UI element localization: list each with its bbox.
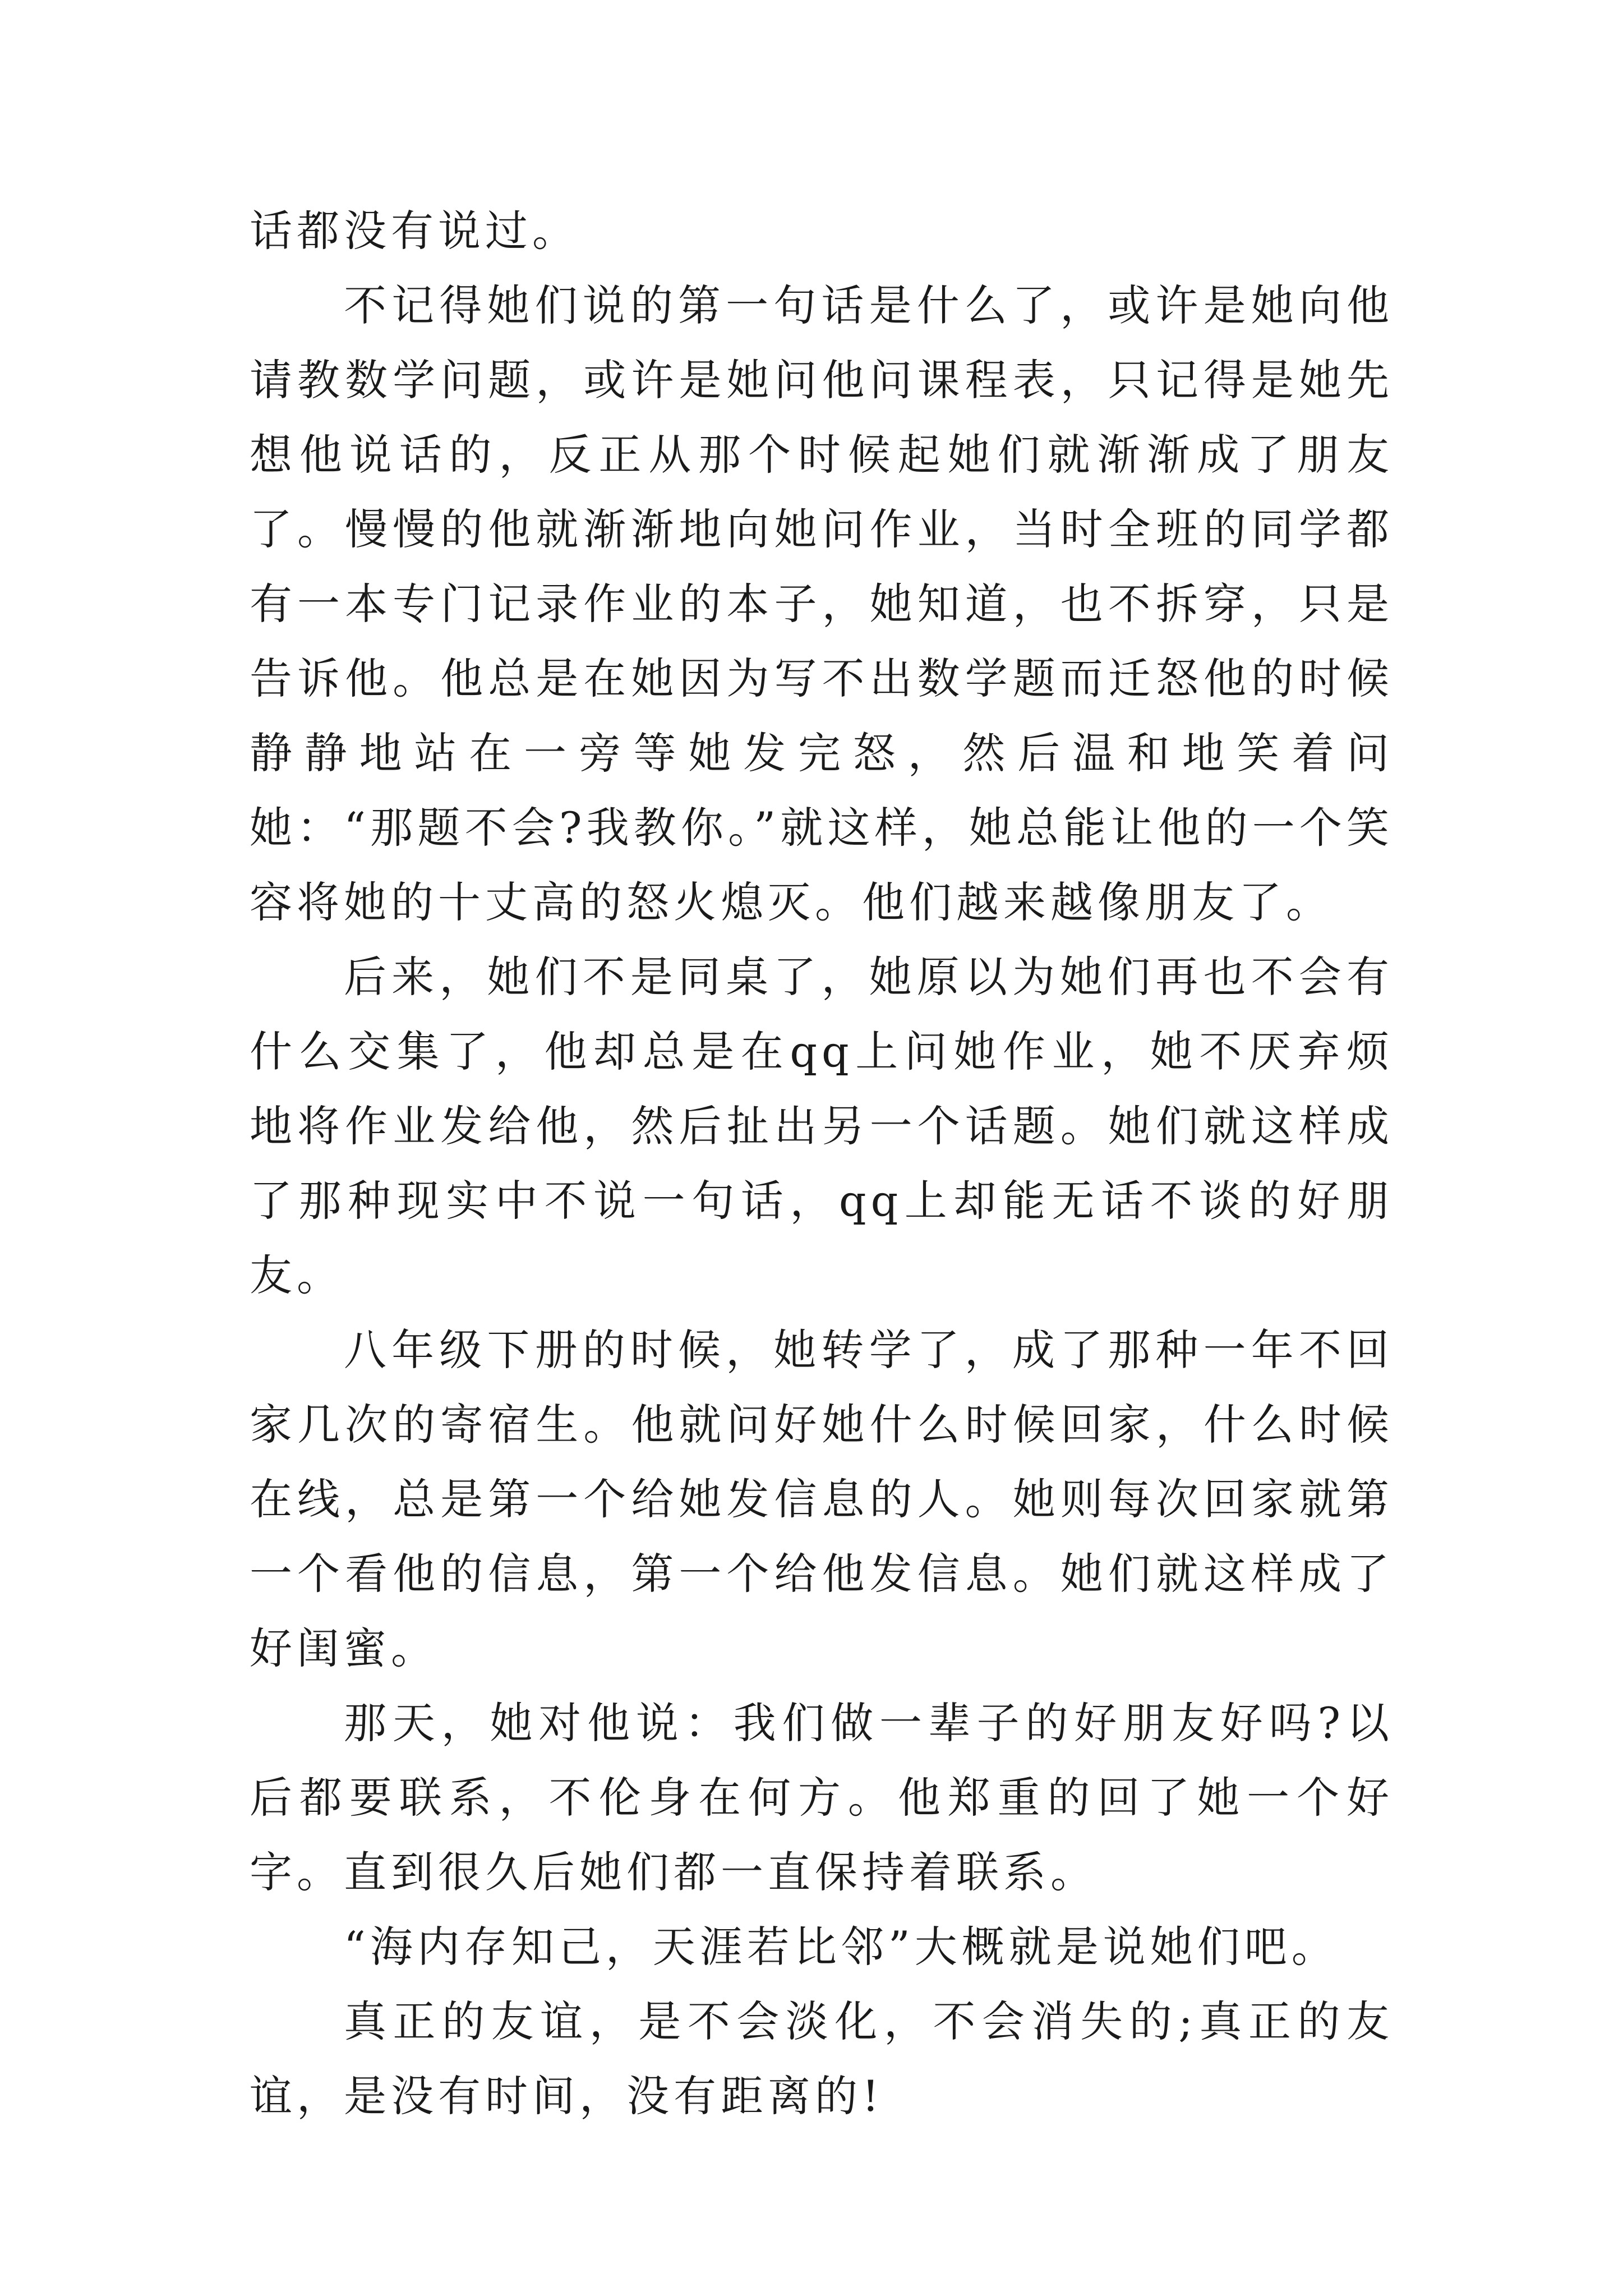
paragraph-7: 真正的友谊，是不会淡化，不会消失的;真正的友谊，是没有时间，没有距离的! [250,1996,1394,2121]
paragraph-6: “海内存知己，天涯若比邻”大概就是说她们吧。 [344,1922,1339,1972]
paragraph-4: 八年级下册的时候，她转学了，成了那种一年不回家几次的寄宿生。他就问好她什么时候回家，什么时候在线，总是第一个给她发信息的人。她则每次回家就第一个看他的信息，第一个给他发信息。她们就这样成了好闺蜜。 [250,1325,1394,1673]
paragraph-1: 话都没有说过。 [250,206,579,256]
paragraph-2: 不记得她们说的第一句话是什么了，或许是她向他请教数学问题，或许是她问他问课程表，只记得是她先想他说话的，反正从那个时候起她们就渐渐成了朋友了。慢慢的他就渐渐地向她问作业，当时全班的同学都有一本专门记录作业的本子，她知道，也不拆穿，只是告诉他。他总是在她因为写不出数学题而迁怒他的时候静静地站在一旁等她发完怒，然后温和地笑着问她：“那题不会?我教你。”就这样，她总能让他的一个笑容将她的十丈高的怒火熄灭。他们越来越像朋友了。 [250,280,1394,927]
paragraph-5: 那天，她对他说：我们做一辈子的好朋友好吗?以后都要联系，不伦身在何方。他郑重的回了她一个好字。直到很久后她们都一直保持着联系。 [250,1698,1394,1897]
paragraph-3: 后来，她们不是同桌了，她原以为她们再也不会有什么交集了，他却总是在qq上问她作业，她不厌弃烦地将作业发给他，然后扯出另一个话题。她们就这样成了那种现实中不说一句话，qq上却能无话不谈的好朋友。 [250,952,1394,1300]
document-page [250,194,1394,2133]
